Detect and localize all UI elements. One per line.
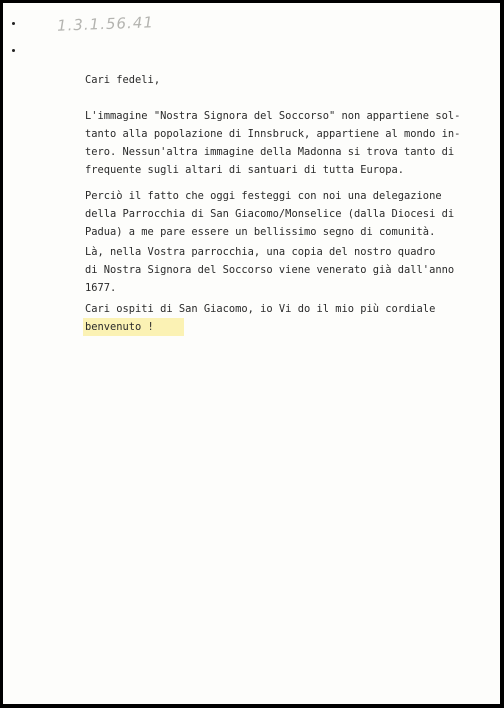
handwritten-reference-number: 1.3.1.56.41: [56, 13, 155, 35]
text-line: Padua) a me pare essere un bellissimo segno di comunità.: [85, 226, 436, 238]
punch-hole-mark: [12, 49, 15, 52]
document-page: [3, 3, 500, 704]
text-line: L'immagine "Nostra Signora del Soccorso" non appartiene sol-: [85, 110, 461, 122]
paragraph-2: [85, 187, 454, 241]
text-line: Perciò il fatto che oggi festeggi con noi una delegazione: [85, 190, 442, 202]
text-line: Cari ospiti di San Giacomo, io Vi do il mio più cordiale: [85, 303, 436, 315]
paragraph-4: [85, 300, 435, 336]
salutation: Cari fedeli,: [85, 74, 161, 86]
text-line: 1677.: [85, 282, 117, 294]
text-line: tanto alla popolazione di Innsbruck, appartiene al mondo in-: [85, 128, 461, 140]
text-line: di Nostra Signora del Soccorso viene venerato già dall'anno: [85, 264, 455, 276]
highlighted-welcome: benvenuto !: [83, 318, 184, 336]
text-line: della Parrocchia di San Giacomo/Monselice (dalla Diocesi di: [85, 208, 455, 220]
text-line: Là, nella Vostra parrocchia, una copia del nostro quadro: [85, 246, 436, 258]
paragraph-3: [85, 243, 454, 297]
text-line: frequente sugli altari di santuari di tutta Europa.: [85, 164, 405, 176]
paragraph-1: [85, 107, 460, 179]
text-line: tero. Nessun'altra immagine della Madonna si trova tanto di: [85, 146, 455, 158]
punch-hole-mark: [12, 22, 15, 25]
closing-line: [85, 318, 435, 336]
